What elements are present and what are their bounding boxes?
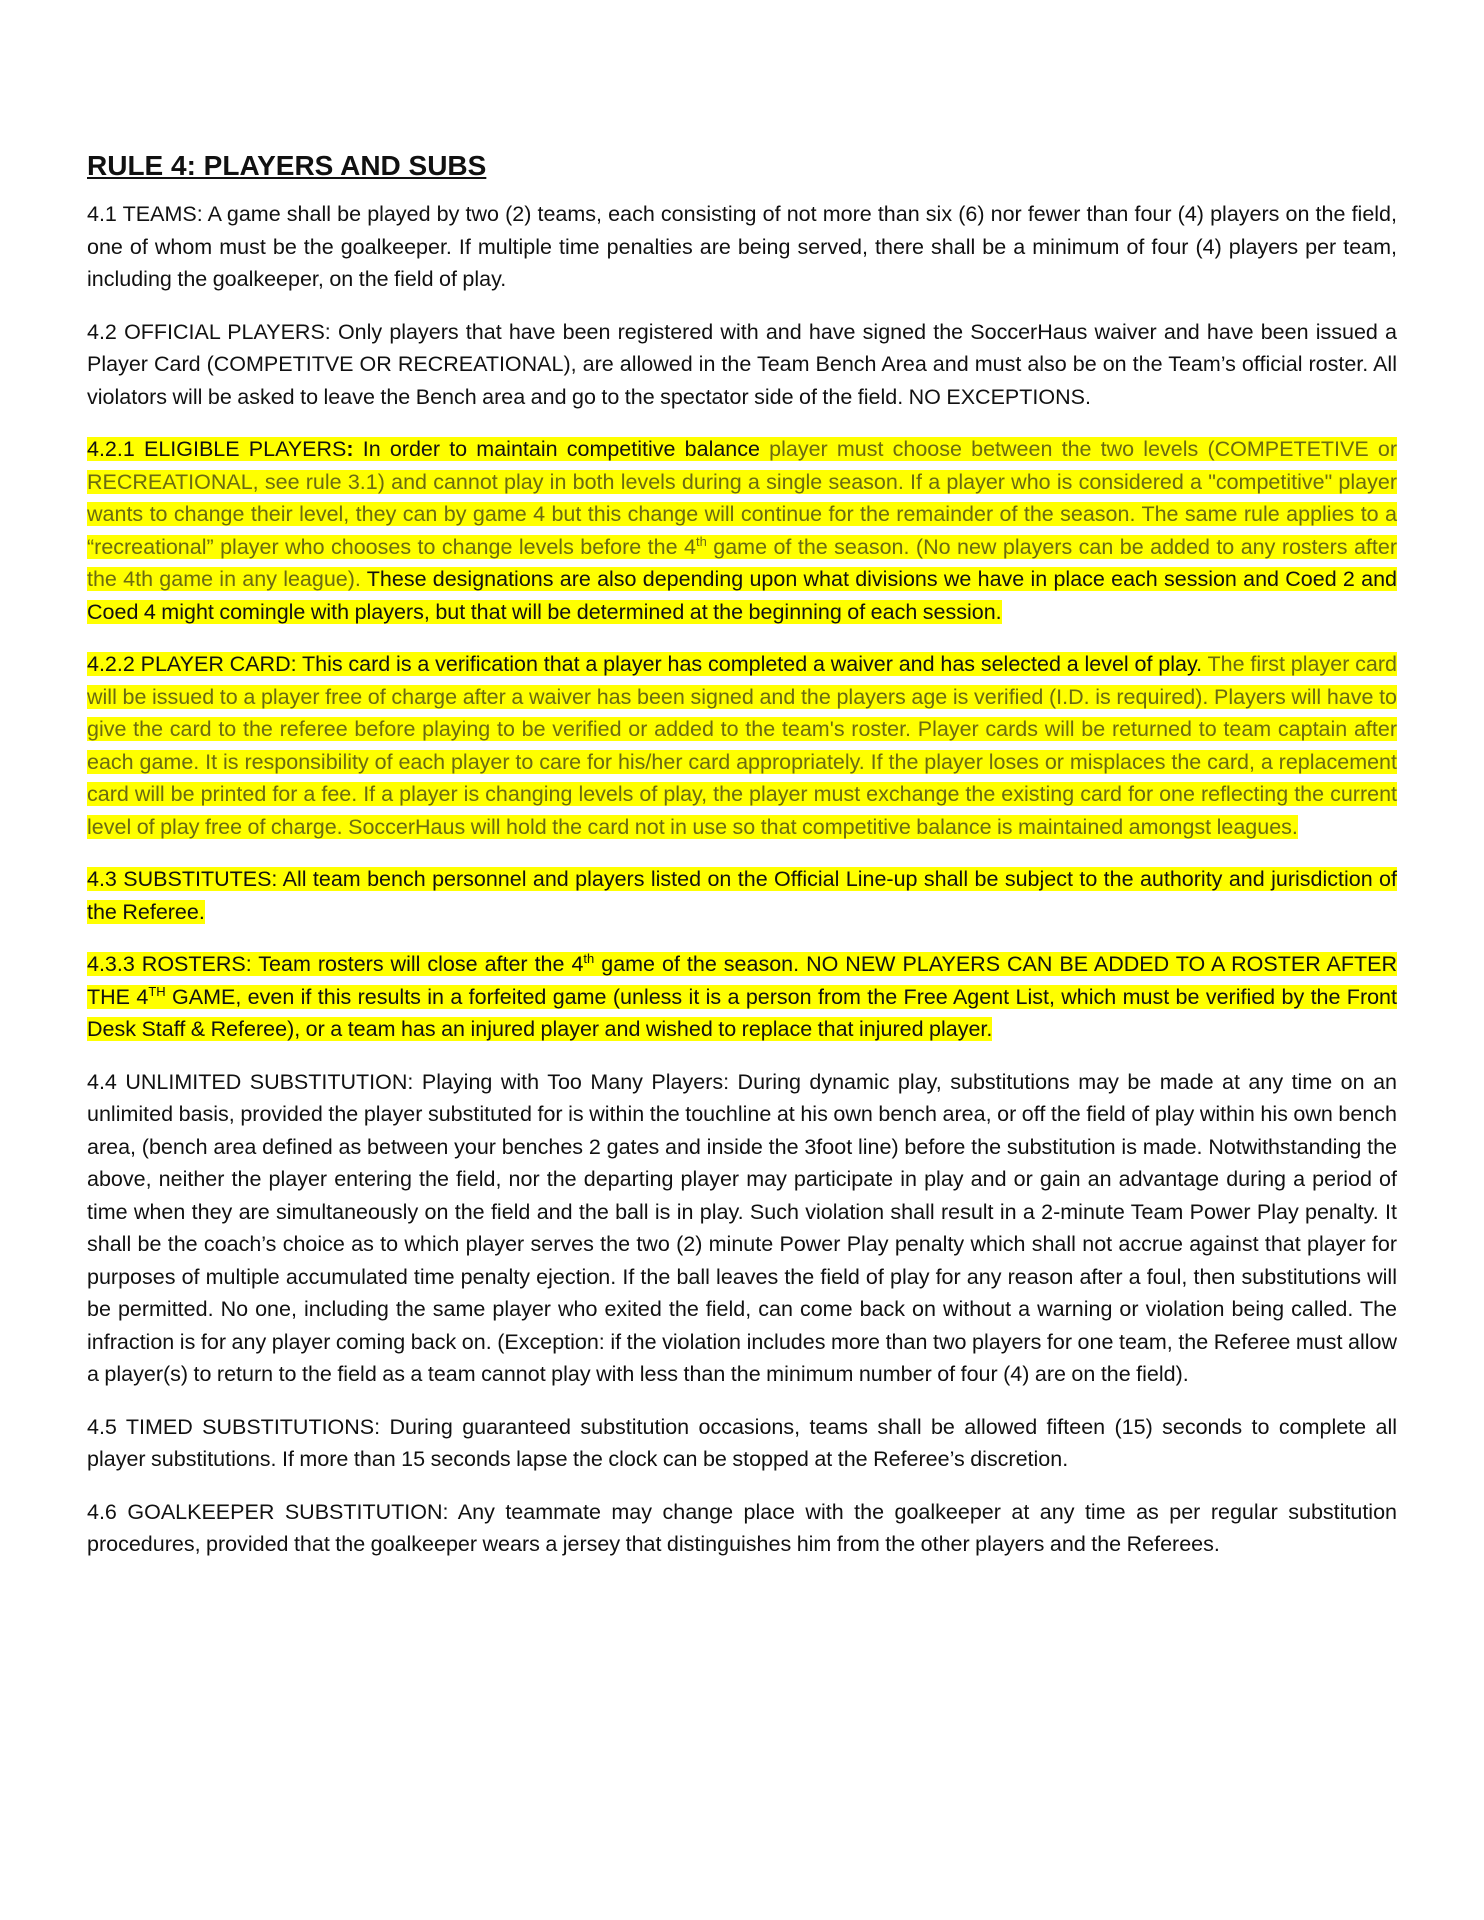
rule-4-2-1-colon: : [346, 437, 354, 461]
rule-4-2-2-body: The first player card will be issued to a player free of charge after a waiver has been signed and the players age is verified (I.D. is required). Players will have to give the card to the referee before playing to be verified or added to the team's roster. Player cards will be returned to team captain after each game. It is responsibility of each player to care for his/her card appropriately. If the player loses or misplaces the card, a replacement card will be printed for a fee. If a player is changing levels of play, the player must exchange the existing card for one reflecting the current level of play free of charge. SoccerHaus will hold the card not in use so that competitive balance is maintained amongst leagues. [87, 652, 1397, 839]
rule-4-3-3-rosters [87, 948, 1397, 1046]
rule-4-2-2-player-card [87, 648, 1397, 843]
rule-4-6-goalkeeper-substitution: 4.6 GOALKEEPER SUBSTITUTION: Any teammate may change place with the goalkeeper at any time as per regular substitution procedures, provided that the goalkeeper wears a jersey that distinguishes him from the other players and the Referees. [87, 1499, 1397, 1556]
rule-4-2-2-lead: 4.2.2 PLAYER CARD: This card is a verification that a player has completed a waiver and has selected a level of play. [87, 652, 1203, 676]
rule-4-2-official-players: 4.2 OFFICIAL PLAYERS: Only players that have been registered with and have signed the SoccerHaus waiver and have been issued a Player Card (COMPETITVE OR RECREATIONAL), are allowed in the Team Bench Area and must also be on the Team’s official roster. All violators will be asked to leave the Bench area and go to the spectator side of the field. NO EXCEPTIONS. [87, 319, 1397, 409]
superscript-th: th [695, 533, 707, 549]
rule-4-3-text: 4.3 SUBSTITUTES: All team bench personnel and players listed on the Official Line-up shall be subject to the authority and jurisdiction of the Referee. [87, 867, 1397, 924]
rule-4-2-1-lead: 4.2.1 ELIGIBLE PLAYERS [87, 437, 347, 461]
rule-4-3-3-a: 4.3.3 ROSTERS: Team rosters will close after the 4 [87, 952, 584, 976]
rule-4-5-timed-substitutions: 4.5 TIMED SUBSTITUTIONS: During guaranteed substitution occasions, teams shall be allowed fifteen (15) seconds to complete all player substitutions. If more than 15 seconds lapse the clock can be stopped at the Referee’s discretion. [87, 1414, 1397, 1471]
rule-4-4-unlimited-substitution: 4.4 UNLIMITED SUBSTITUTION: Playing with Too Many Players: During dynamic play, substitutions may be made at any time on an unlimited basis, provided the player substituted for is within the touchline at his own bench area, or off the field of play within his own bench area, (bench area defined as between your benches 2 gates and inside the 3foot line) before the substitution is made. Notwithstanding the above, neither the player entering the field, nor the departing player may participate in play and or gain an advantage during a period of time when they are simultaneously on the field and the ball is in play. Such violation shall result in a 2-minute Team Power Play penalty. It shall be the coach’s choice as to which player serves the two (2) minute Power Play penalty which shall not accrue against that player for purposes of multiple accumulated time penalty ejection. If the ball leaves the field of play for any reason after a foul, then substitutions will be permitted. No one, including the same player who exited the field, can come back on without a warning or violation being called. The infraction is for any player coming back on. (Exception: if the violation includes more than two players for one team, the Referee must allow a player(s) to return to the field as a team cannot play with less than the minimum number of four (4) are on the field). [87, 1069, 1397, 1386]
rule-4-2-1-intro: In order to maintain competitive balance [353, 437, 770, 461]
rule-4-3-substitutes [87, 863, 1397, 928]
rule-title: RULE 4: PLAYERS AND SUBS [87, 150, 487, 181]
rule-4-1-teams: 4.1 TEAMS: A game shall be played by two (2) teams, each consisting of not more than six (6) nor fewer than four (4) players on the field, one of whom must be the goalkeeper. If multiple time penalties are being served, there shall be a minimum of four (4) players per team, including the goalkeeper, on the field of play. [87, 202, 1397, 291]
rule-4-3-3-c: GAME, even if this results in a forfeited game (unless it is a person from the Free Agent List, which must be verified by the Front Desk Staff & Referee), or a team has an injured player and wished to replace that injured player. [87, 984, 1397, 1041]
rule-4-2-1-tail: These designations are also depending upon what divisions we have in place each session and Coed 2 and Coed 4 might comingle with players, but that will be determined at the beginning of each session. [87, 567, 1397, 624]
superscript-th-caps: TH [148, 983, 166, 999]
rule-4-2-1-body2: game of the season. (No new players can be added to any rosters after the 4th game in any league). [87, 534, 1397, 591]
rule-4-3-3-b: game of the season. NO NEW PLAYERS CAN BE ADDED TO A ROSTER AFTER THE 4 [87, 952, 1397, 1009]
rule-4-2-1-body: player must choose between the two levels (COMPETETIVE or RECREATIONAL, see rule 3.1) and cannot play in both levels during a single season. If a player who is considered a "competitive" player wants to change their level, they can by game 4 but this change will continue for the remainder of the season. The same rule applies to a “recreational” player who chooses to change levels before the 4 [87, 437, 1397, 559]
superscript-th: th [583, 950, 595, 966]
document-page [87, 148, 1397, 1581]
rule-4-2-1-eligible-players [87, 433, 1397, 628]
